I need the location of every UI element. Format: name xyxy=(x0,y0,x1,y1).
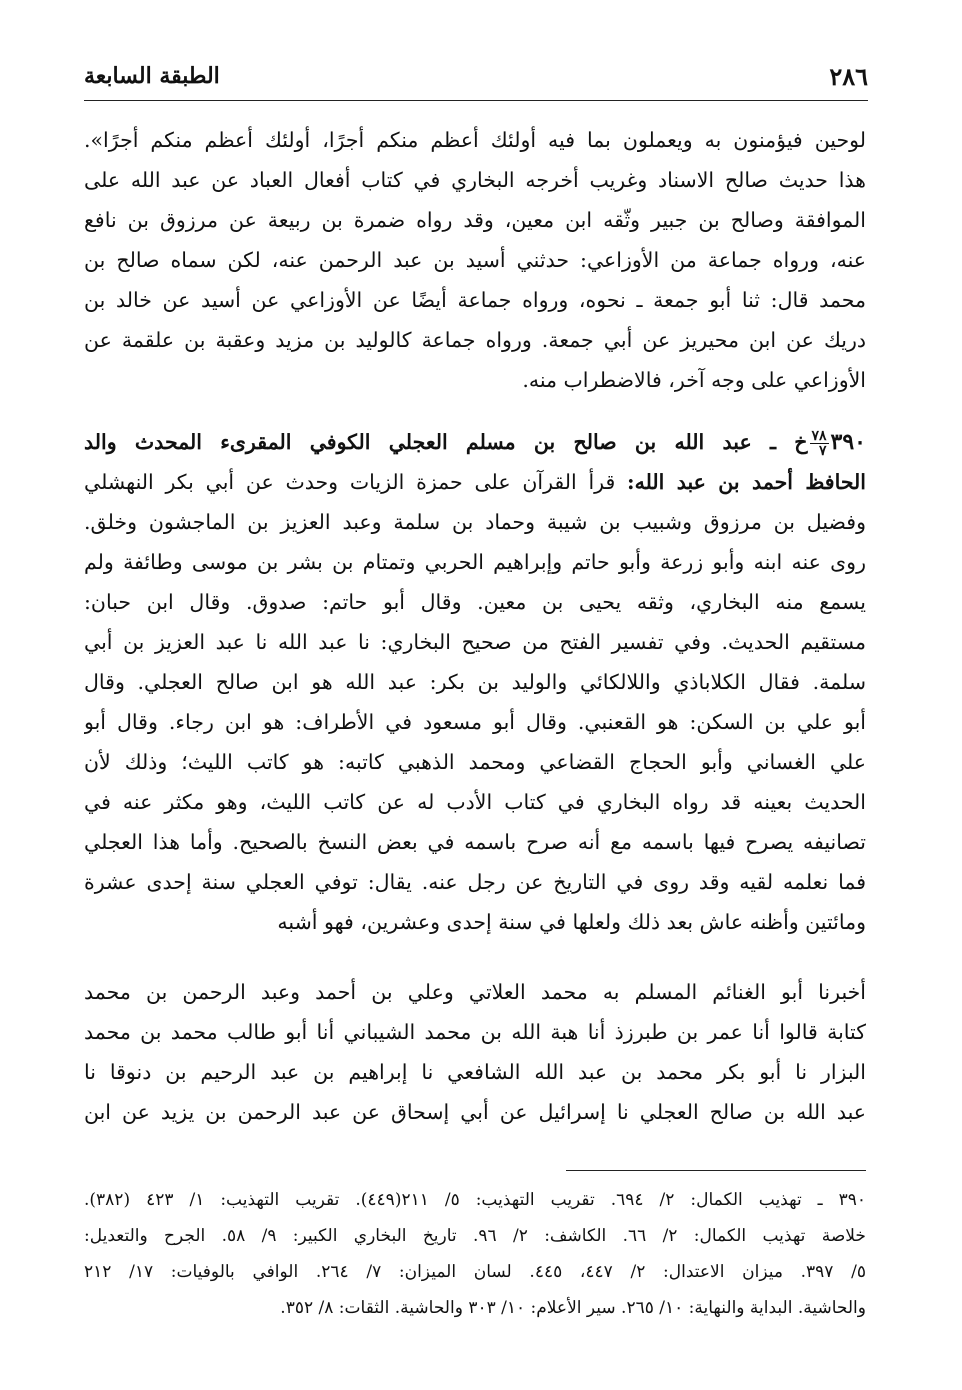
text-line: هذا حديث صالح الاسناد وغريب أخرجه البخاري في كتاب أفعال العباد عن عبد الله على xyxy=(84,168,866,192)
text-line: علي الغساني وأبو الحجاج القضاعي ومحمد الذهبي كاتبه: هو كاتب الليث؛ وذلك لأن xyxy=(84,750,866,774)
section-title: الطبقة السابعة xyxy=(84,63,220,89)
text-line: كتابة قالوا أنا عمر بن طبرزذ أنا هبة الله بن محمد الشيباني أنا أبو طالب محمد بن محمد xyxy=(84,1020,866,1044)
text-line: عبد الله بن صالح العجلي نا إسرائيل عن أبي إسحاق عن عبد الرحمن بن يزيد عن ابن xyxy=(84,1100,866,1124)
text-line: سلمة. فقال الكلاباذي واللالكائي والوليد بن بكر: عبد الله هو ابن صالح العجلي. وقال xyxy=(84,670,866,694)
text-line: الحديث بعينه قد رواه البخاري في كتاب الأدب له عن كاتب الليث، وهو مكثر عنه في xyxy=(84,790,866,814)
text-line: مستقيم الحديث. وفي تفسير الفتح من صحيح البخاري: نا عبد الله نا عبد العزيز بن أبي xyxy=(84,630,866,654)
text-line: عنه، ورواه جماعة من الأوزاعي: حدثني أسيد بن عبد الرحمن عنه، لكن سماه صالح بن xyxy=(84,248,866,272)
text-line: البزار نا أبو بكر محمد بن عبد الله الشافعي نا إبراهيم بن عبد الرحيم بن دنوقا نا xyxy=(84,1060,866,1084)
footnotes xyxy=(84,1182,866,1326)
entry-subject-name: الحافظ أحمد بن عبد الله: xyxy=(627,470,866,494)
footnote-line: ٥/ ٣٩٧. ميزان الاعتدال: ٢/ ٤٤٧، ٤٤٥. لسان الميزان: ٧/ ٢٦٤. الوافي بالوفيات: ١٧/ ٢١٢ xyxy=(84,1262,866,1282)
text-span: قرأ القرآن على حمزة الزيات وحدث عن أبي بكر النهشلي xyxy=(84,470,628,494)
footnote-line: ٣٩٠ ـ تهذيب الكمال: ٢/ ٦٩٤. تقريب التهذيب: ٥/ ٢١١(٤٤٩). تقريب التهذيب: ١/ ٤٢٣ (٣٨٢). xyxy=(84,1190,866,1210)
footnote-divider xyxy=(566,1170,866,1171)
main-text xyxy=(84,120,866,1132)
entry-number: ٣٩٠ xyxy=(830,429,866,455)
footnote-line: والحاشية. البداية والنهاية: ١٠/ ٢٦٥. سير الأعلام: ١٠/ ٣٠٣ والحاشية. الثقات: ٨/ ٣٥٢. xyxy=(280,1298,866,1318)
text-line: محمد قال: ثنا أبو جمعة ـ نحوه، ورواه جماعة أيضًا عن الأوزاعي عن أسيد عن خالد بن xyxy=(84,288,866,312)
text-line: أخبرنا أبو الغنائم المسلم به محمد العلاتي وعلي بن أحمد وعبد الرحمن بن محمد xyxy=(84,980,866,1004)
text-line: الأوزاعي على وجه آخر، فالاضطراب منه. xyxy=(522,368,866,392)
text-line: ومائتين وأظنه عاش بعد ذلك ولعلها في سنة إحدى وعشرين، فهو أشبه xyxy=(277,910,866,934)
text-line: يسمع منه البخاري، وثقه يحيى بن معين. وقال أبو حاتم: صدوق. وقال ابن حبان: xyxy=(84,590,866,614)
text-line: أبو علي بن السكن: هو القعنبي. وقال أبو مسعود في الأطراف: هو ابن رجاء. وقال أبو xyxy=(84,710,866,734)
footnote-line: خلاصة تهذيب الكمال: ٢/ ٦٦. الكاشف: ٢/ ٩٦. تاريخ البخاري الكبير: ٩/ ٥٨. الجرح والتعديل: xyxy=(84,1226,866,1246)
entry-heading xyxy=(84,422,866,462)
page-number: ٢٨٦ xyxy=(829,61,868,91)
text-line: لوحين فيؤمنون به ويعملون بما فيه أولئك أعظم منكم أجرًا، أولئك أعظم منكم أجرًا». xyxy=(84,128,866,152)
text-line: روى عنه ابنه وأبو زرعة وأبو حاتم وإبراهيم الحربي وتمتام بن بشر بن موسى وطائفة ولم xyxy=(84,550,866,574)
entry-heading-text: خ ـ عبد الله بن صالح بن مسلم العجلي الكوفي المقرىء المحدث والد xyxy=(84,430,808,454)
text-line: دريك عن ابن محيريز عن أبي جمعة. ورواه جماعة كالوليد بن مزيد وعقبة بن علقمة عن xyxy=(84,328,866,352)
entry-fraction: $\frac{٧٨}{٧}$ xyxy=(811,428,827,459)
entry-heading-line2 xyxy=(84,462,866,502)
text-line: فما نعلمه لقيه وقد روى في التاريخ عن رجل عنه. يقال: توفي العجلي سنة إحدى عشرة xyxy=(84,870,866,894)
text-line: الموافقة وصالح بن جبير وثّقه ابن معين، وقد رواه ضمرة بن ربيعة عن مرزوق بن نافع xyxy=(84,208,866,232)
running-header xyxy=(84,58,868,101)
text-line: تصانيفه يصرح فيها باسمه مع أنه صرح باسمه في بعض النسخ بالصحيح. وأما هذا العجلي xyxy=(84,830,866,854)
text-line: وفضيل بن مرزوق وشبيب بن شيبة وحماد بن سلمة وعبد العزيز بن الماجشون وخلق. xyxy=(84,510,866,534)
